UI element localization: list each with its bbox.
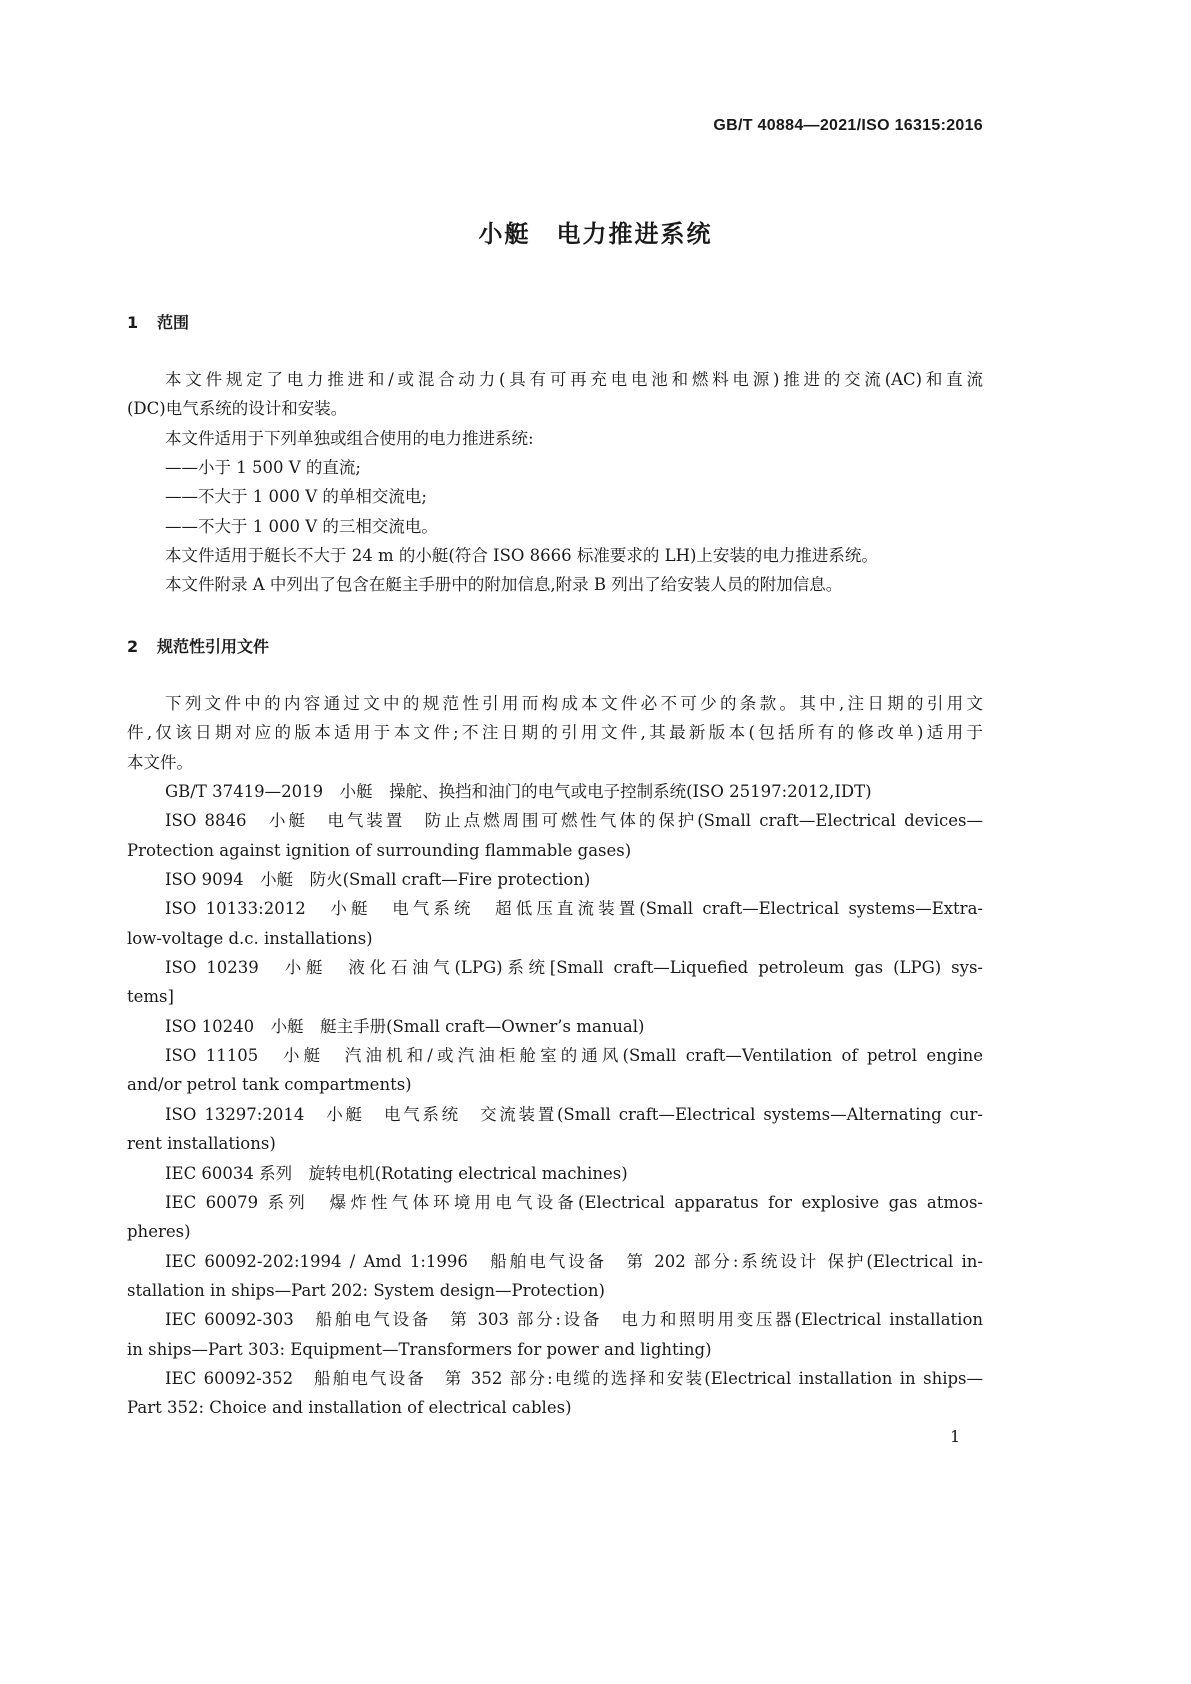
section-title: 规范性引用文件 <box>157 637 270 656</box>
text-line: Protection against ignition of surrounding flammable gases) <box>127 840 632 860</box>
text-line: 件,仅该日期对应的版本适用于本文件;不注日期的引用文件,其最新版本(包括所有的修改单)适用于 <box>127 723 983 743</box>
section-number: 2 <box>127 637 139 656</box>
text-line: Part 352: Choice and installation of electrical cables) <box>127 1398 572 1418</box>
text-line: low-voltage d.c. installations) <box>127 928 373 948</box>
text-line: ISO 13297:2014 小艇 电气系统 交流装置(Small craft—Electrical systems—Alternating cur- <box>165 1104 983 1124</box>
page-number: 1 <box>950 1427 961 1446</box>
section-2-heading <box>127 634 269 657</box>
section-1-body <box>127 365 983 600</box>
text-line: tems] <box>127 987 174 1007</box>
text-line: ISO 10239 小艇 液化石油气(LPG)系统[Small craft—Liquefied petroleum gas (LPG) sys- <box>165 958 983 978</box>
text-line: ISO 10240 小艇 艇主手册(Small craft—Owner’s manual) <box>165 1016 645 1036</box>
document-title: 小艇 电力推进系统 <box>478 220 713 248</box>
text-line: 下列文件中的内容通过文中的规范性引用而构成本文件必不可少的条款。其中,注日期的引用文 <box>165 694 983 713</box>
text-line: IEC 60092-303 船舶电气设备 第 303 部分:设备 电力和照明用变压器(Electrical installation <box>165 1310 983 1330</box>
text-line: GB/T 37419—2019 小艇 操舵、换挡和油门的电气或电子控制系统(ISO 25197:2012,IDT) <box>165 782 872 802</box>
text-line: ISO 9094 小艇 防火(Small craft—Fire protection) <box>165 870 591 890</box>
section-number: 1 <box>127 313 139 332</box>
text-line: (DC)电气系统的设计和安装。 <box>127 399 348 419</box>
text-line: IEC 60092-352 船舶电气设备 第 352 部分:电缆的选择和安装(Electrical installation in ships— <box>165 1368 983 1388</box>
text-line: ISO 11105 小艇 汽油机和/或汽油柜舱室的通风(Small craft—Ventilation of petrol engine <box>165 1046 983 1066</box>
text-line: ——不大于 1 000 V 的三相交流电。 <box>165 516 438 536</box>
text-line: in ships—Part 303: Equipment—Transformers for power and lighting) <box>127 1339 712 1359</box>
text-line: ——不大于 1 000 V 的单相交流电; <box>165 487 427 507</box>
text-line: stallation in ships—Part 202: System design—Protection) <box>127 1280 605 1300</box>
text-line: pheres) <box>127 1222 191 1242</box>
text-line: 本文件附录 A 中列出了包含在艇主手册中的附加信息,附录 B 列出了给安装人员的附加信息。 <box>165 575 843 595</box>
section-1-heading <box>127 310 189 333</box>
text-line: rent installations) <box>127 1134 276 1154</box>
standard-code-header: GB/T 40884—2021/ISO 16315:2016 <box>713 117 983 134</box>
text-line: 本文件适用于艇长不大于 24 m 的小艇(符合 ISO 8666 标准要求的 LH)上安装的电力推进系统。 <box>165 546 878 566</box>
section-2-body <box>127 689 983 1423</box>
text-line: 本文件规定了电力推进和/或混合动力(具有可再充电电池和燃料电源)推进的交流(AC)和直流 <box>165 370 983 389</box>
text-line: 本文件适用于下列单独或组合使用的电力推进系统: <box>165 428 534 448</box>
text-line: IEC 60034 系列 旋转电机(Rotating electrical machines) <box>165 1163 628 1183</box>
text-line: IEC 60079 系列 爆炸性气体环境用电气设备(Electrical apparatus for explosive gas atmos- <box>165 1192 983 1212</box>
text-line: ISO 8846 小艇 电气装置 防止点燃周围可燃性气体的保护(Small craft—Electrical devices— <box>165 811 983 831</box>
text-line: ISO 10133:2012 小艇 电气系统 超低压直流装置(Small craft—Electrical systems—Extra- <box>165 899 983 919</box>
text-line: IEC 60092-202:1994 / Amd 1:1996 船舶电气设备 第 202 部分:系统设计 保护(Electrical in- <box>165 1251 983 1271</box>
text-line: and/or petrol tank compartments) <box>127 1075 412 1095</box>
text-line: 本文件。 <box>127 752 193 772</box>
text-line: ——小于 1 500 V 的直流; <box>165 458 361 478</box>
section-title: 范围 <box>157 313 190 332</box>
